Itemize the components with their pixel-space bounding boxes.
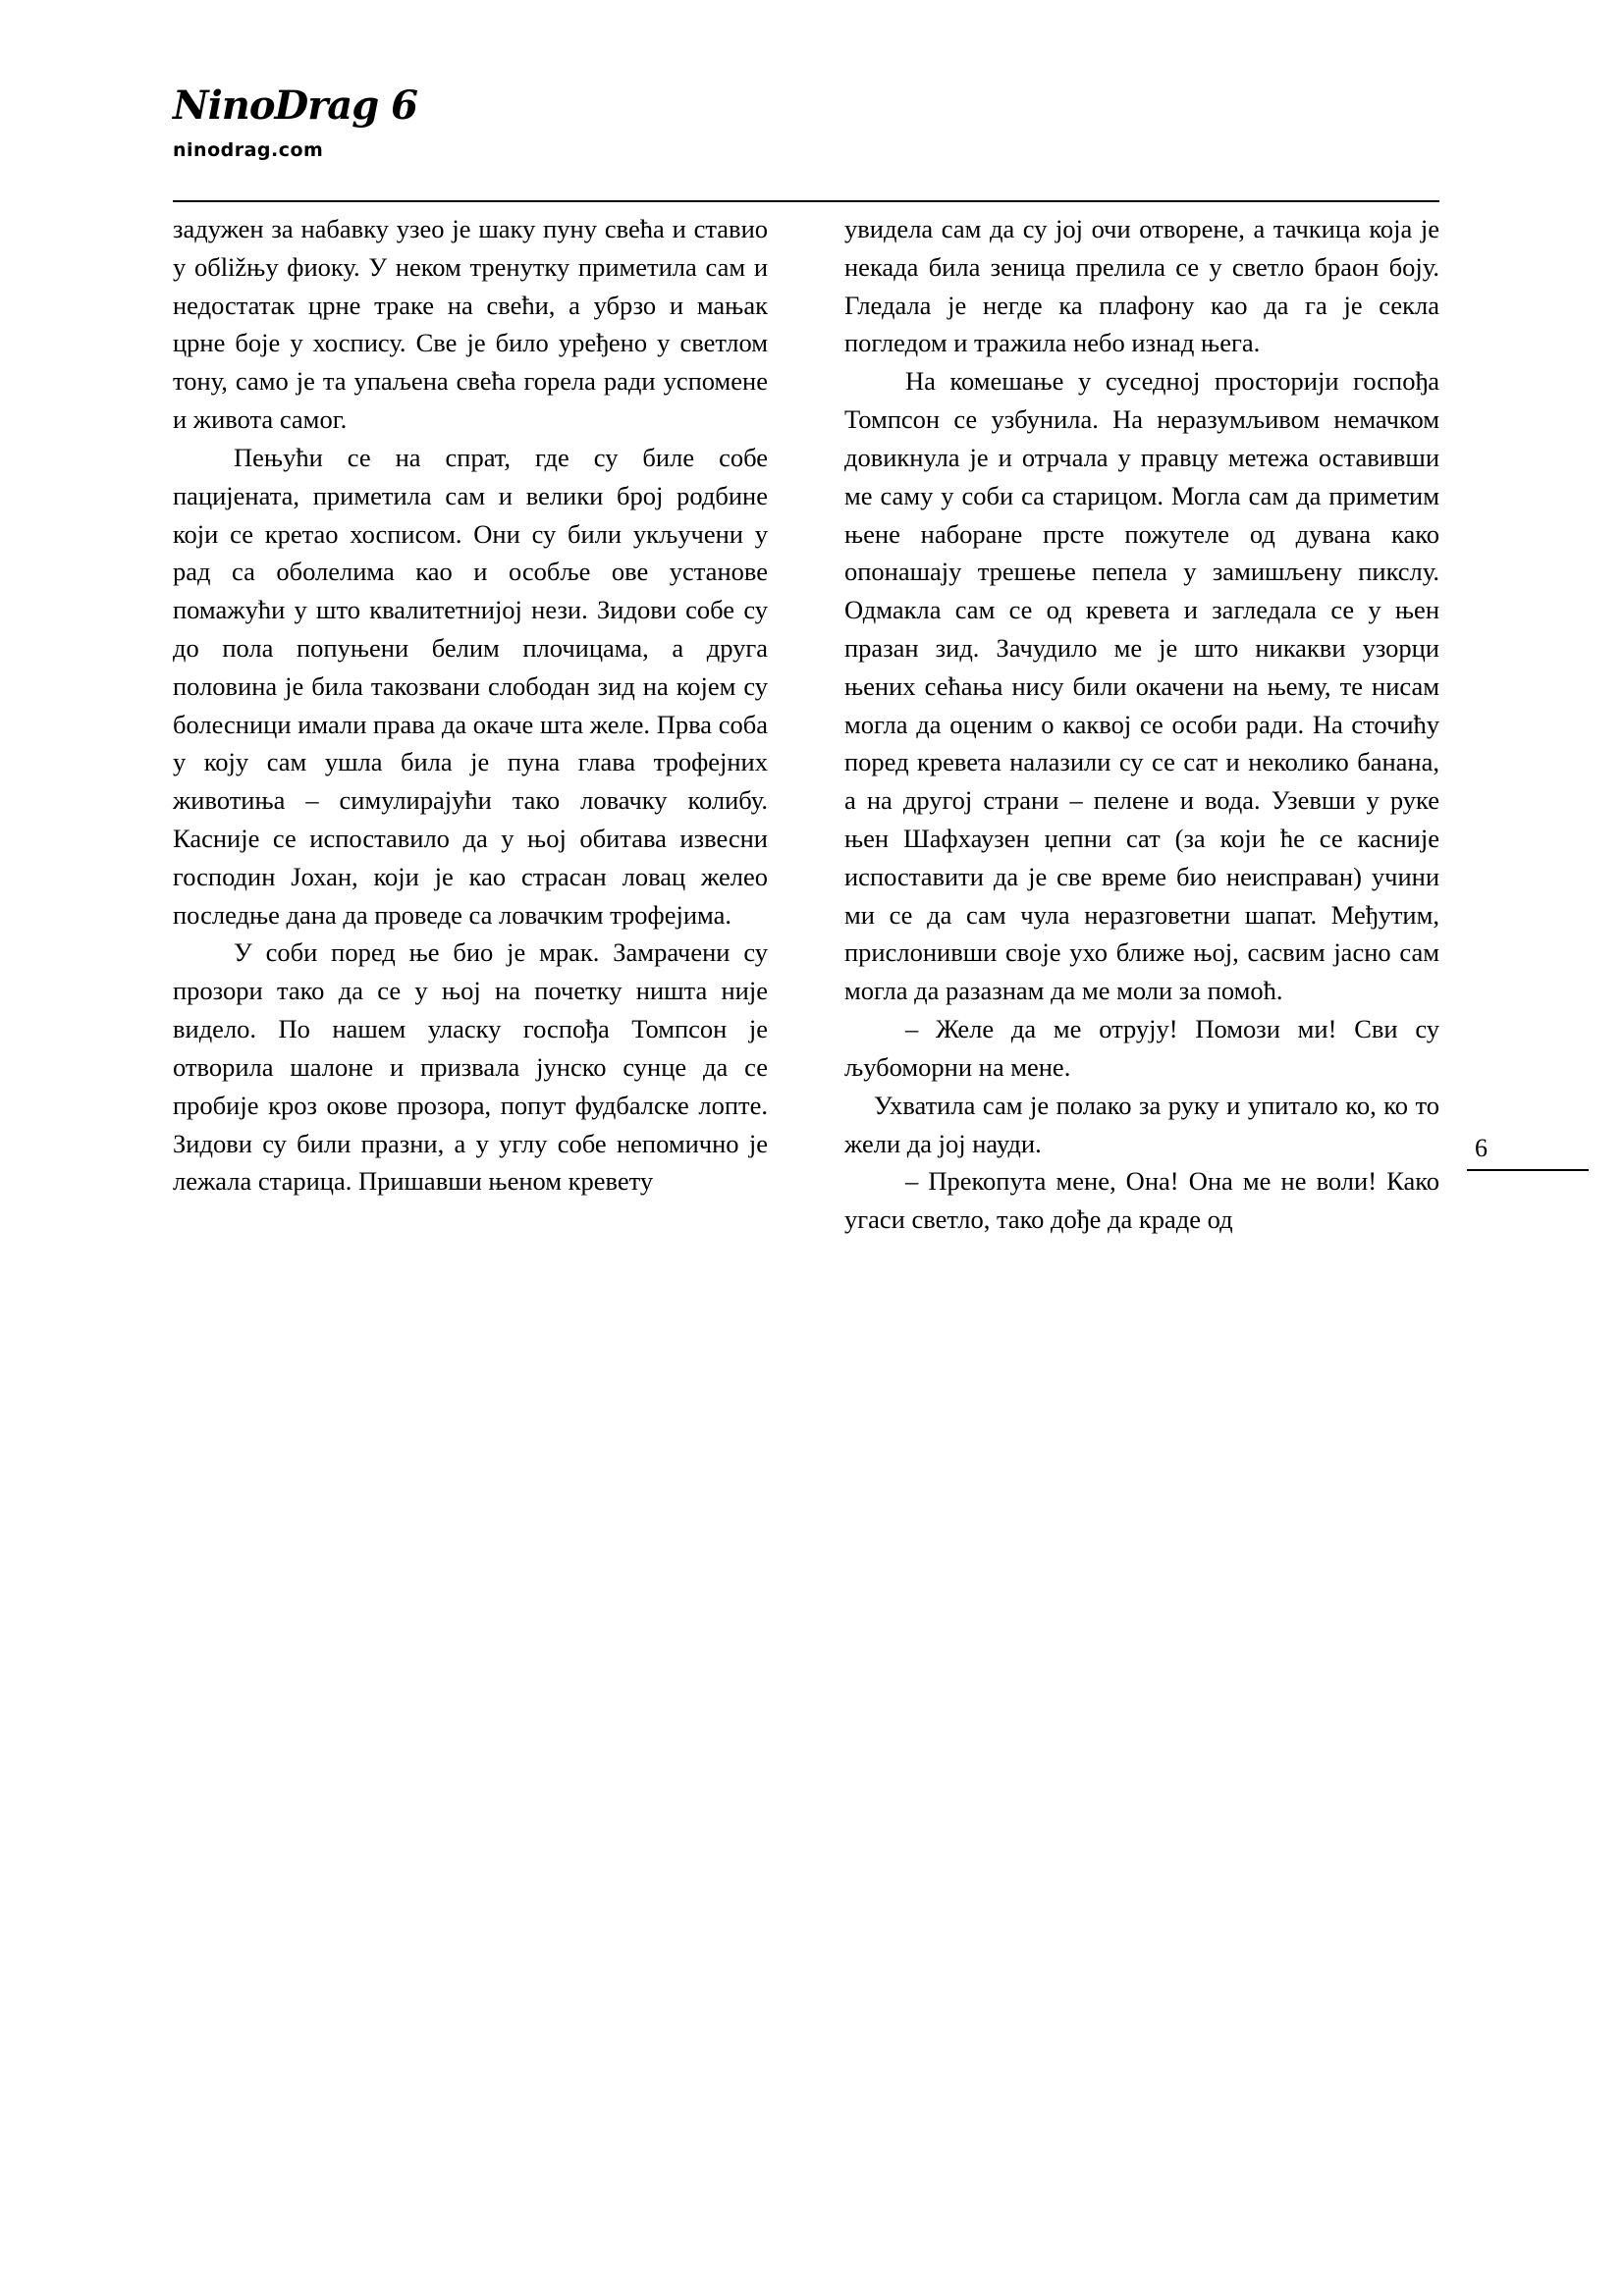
paragraph: – Желе да ме отрују! Помози ми! Сви су љубоморни на мене. <box>844 1014 1439 1082</box>
page-number-block <box>1467 1134 1597 1171</box>
body-columns <box>173 210 1439 2163</box>
paragraph: увидела сам да су јој очи отворене, а тачкица која је некада била зеница прелила се у светло браон боју. Гледала је негде ка плафону као да га је секла погледом и тражила небо изнад њега. <box>844 214 1439 358</box>
paragraph: На комешање у суседној просторији госпођа Томпсон се узбунила. На неразумљивом немачком довикнула је и отрчала у правцу метежа оставивши ме саму у соби са старицом. Могла сам да приметим њене наборане прсте пожутеле од дувана како опонашају трешење пепела у замишљену пикслу. Одмакла сам се од кревета и загледала се у њен празан зид. Зачудило ме је што никакви узорци њених сећања нису били окачени на њему, те нисам могла да оценим о каквој се особи ради. На сточићу поред кревета налазили су се сат и неколико банана, а на другој страни – пелене и вода. Узевши у руке њен Шафхаузен џепни сат (за који ће се касније испоставити да је све време био неисправан) учини ми се да сам чула неразговетни шапат. Међутим, прислонивши своје ухо ближе њој, сасвим јасно сам могла да разазнам да ме моли за помоћ. <box>844 366 1439 1006</box>
column-left <box>173 210 768 2163</box>
paragraph: задужен за набавку узео је шаку пуну свећа и ставио у обližњу фиоку. У неком тренутку приметила сам и недостатак црне траке на свећи, а убрзо и мањак црне боје у хоспису. Све је било уређено у светлом тону, само је та упаљена свећа горела ради успомене и живота самог. <box>173 214 768 435</box>
logo-wordmark: NinoDrag 6 <box>173 82 417 129</box>
paragraph: У соби поред ње био је мрак. Замрачени су прозори тако да се у њој на почетку ништа није видело. По нашем уласку госпођа Томпсон је отворила шалоне и призвала јунско сунце да се пробије кроз окове прозора, попут фудбалске лопте. Зидови су били празни, а у углу собе непомично је лежала старица. Пришавши њеном кревету <box>173 937 768 1197</box>
paragraph: – Прекопута мене, Она! Она ме не воли! Како угаси светло, тако дође да краде од <box>844 1166 1439 1235</box>
paragraph: Ухватила сам је полако за руку и упитало ко, ко то жели да јој науди. <box>844 1090 1439 1158</box>
column-right <box>844 210 1439 2163</box>
paragraph: Пењући се на спрат, где су биле собе пацијената, приметила сам и велики број родбине који се кретао хосписом. Они су били укључени у рад са оболелима као и особље ове установе помажући у што квалитетнијој нези. Зидови собе су до пола попуњени белим плочицама, а друга половина је била такозвани слободан зид на којем су болесници имали права да окаче шта желе. Прва соба у коју сам ушла била је пуна глава трофејних животиња – симулирајући тако ловачку колибу. Касније се испоставило да у њој обитава извесни господин Јохан, који је као страсан ловац желео последње дана да проведе са ловачким трофејима. <box>173 442 768 930</box>
header-divider <box>173 200 1439 202</box>
masthead <box>173 82 585 161</box>
logo-website: ninodrag.com <box>173 139 324 161</box>
page-number: 6 <box>1475 1134 1488 1162</box>
page-number-divider <box>1467 1169 1589 1171</box>
